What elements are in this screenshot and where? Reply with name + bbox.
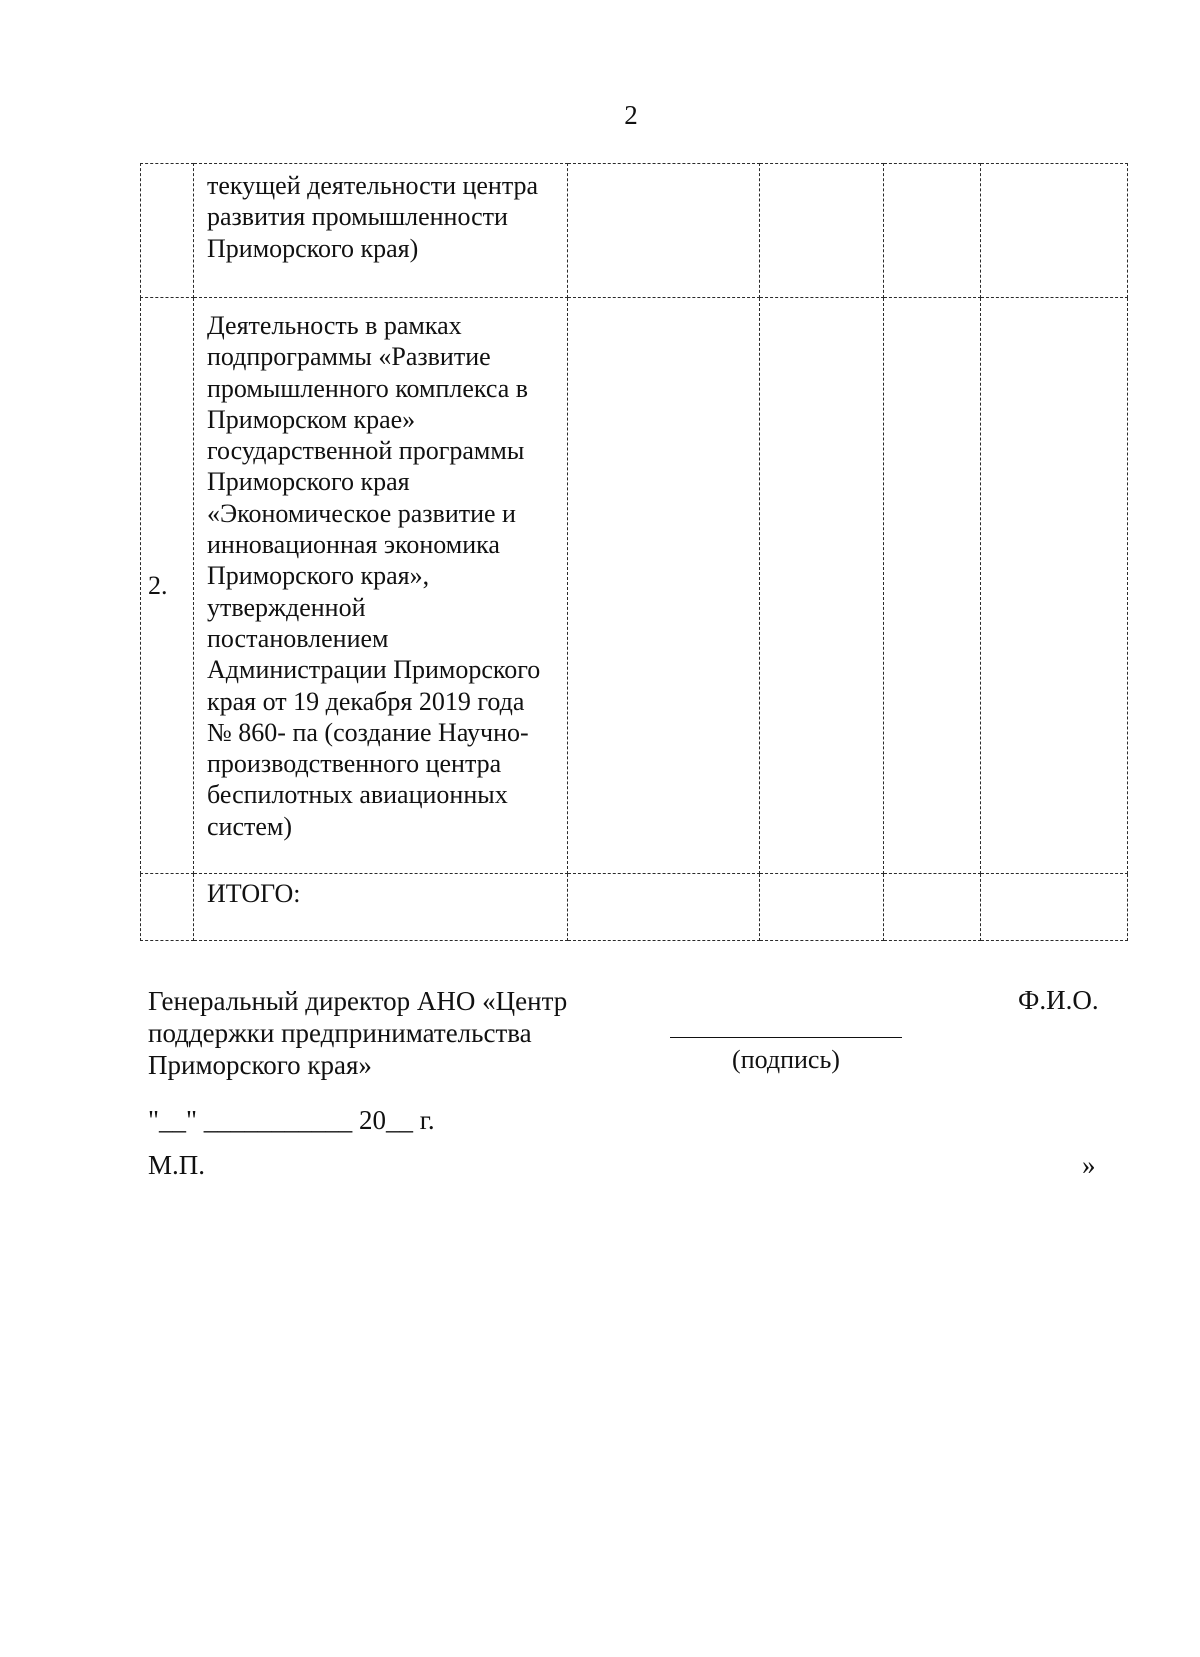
description-line: Приморском крае» [207, 404, 416, 434]
empty-cell [760, 164, 884, 298]
empty-cell [884, 874, 981, 941]
signature-caption: (подпись) [732, 1045, 840, 1074]
table-row [141, 298, 1128, 874]
description-line: промышленного комплекса в [207, 373, 529, 403]
position-line: поддержки предпринимательства [148, 1018, 532, 1048]
description-line: подпрограммы «Развитие [207, 342, 491, 372]
description-line: беспилотных авиационных [207, 780, 508, 810]
empty-cell [884, 164, 981, 298]
description-line: инновационная экономика [207, 530, 500, 560]
empty-cell [568, 298, 760, 874]
fio-label: Ф.И.О. [1018, 985, 1099, 1015]
page-number: 2 [624, 100, 638, 130]
row-number [141, 164, 194, 298]
description-line: Деятельность в рамках [207, 311, 462, 340]
empty-cell [981, 298, 1128, 874]
position-line: Приморского края» [148, 1050, 372, 1080]
description-line: развития промышленности [207, 202, 508, 232]
description-line: утвержденной [207, 592, 366, 622]
budget-table [140, 163, 1128, 941]
empty-cell [981, 164, 1128, 298]
row-description [194, 298, 568, 874]
empty-cell [760, 298, 884, 874]
total-label [194, 874, 568, 941]
description-line: «Экономическое развитие и [207, 498, 516, 528]
empty-cell [760, 874, 884, 941]
signature-line [670, 1037, 902, 1038]
description-line: Приморского края», [207, 561, 430, 591]
description-line: ИТОГО: [207, 879, 301, 908]
description-line: Приморского края [207, 467, 410, 497]
description-line: края от 19 декабря 2019 года [207, 686, 525, 716]
signatory-position [148, 985, 578, 1081]
description-line: систем) [207, 811, 293, 841]
description-line: Администрации Приморского [207, 655, 541, 685]
date-line: "__" ___________ 20__ г. [148, 1105, 435, 1135]
description-line: текущей деятельности центра [207, 171, 539, 200]
table-row-total [141, 874, 1128, 941]
row-description [194, 164, 568, 298]
empty-cell [568, 164, 760, 298]
description-line: производственного центра [207, 749, 502, 779]
row-number: 2. [141, 298, 194, 874]
description-line: государственной программы [207, 436, 525, 466]
empty-cell [568, 874, 760, 941]
description-line: постановлением [207, 623, 389, 653]
table-row [141, 164, 1128, 298]
position-line: Генеральный директор АНО «Центр [148, 986, 568, 1016]
description-line: № 860- па (создание Научно- [207, 717, 529, 747]
empty-cell [884, 298, 981, 874]
row-number [141, 874, 194, 941]
closing-quote: » [1082, 1150, 1096, 1180]
stamp-label: М.П. [148, 1150, 206, 1180]
empty-cell [981, 874, 1128, 941]
description-line: Приморского края) [207, 233, 419, 263]
